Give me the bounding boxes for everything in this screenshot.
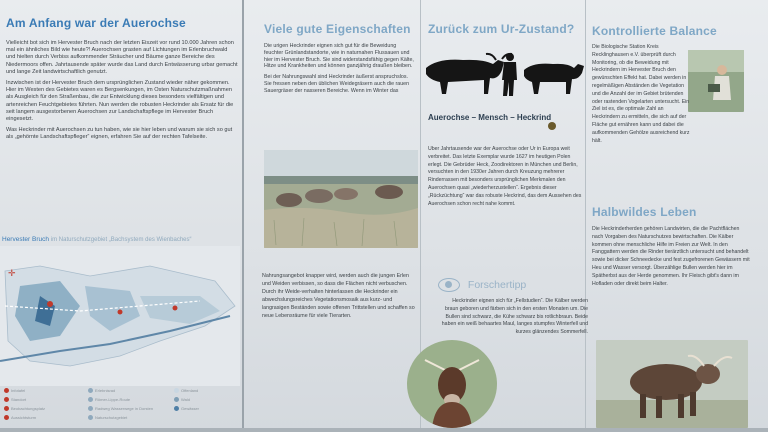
legend-swatch bbox=[4, 388, 9, 393]
column-eigenschaften bbox=[264, 22, 416, 146]
column-urzustand-head bbox=[428, 22, 584, 42]
heading-eigenschaften: Viele gute Eigenschaften bbox=[264, 22, 411, 36]
legend-label: Infotafel bbox=[11, 388, 26, 393]
forschertipp-text-block bbox=[438, 298, 588, 428]
heading-am-anfang: Am Anfang war der Auerochse bbox=[6, 16, 186, 30]
legend-label: Offenland bbox=[181, 388, 199, 393]
legend-item bbox=[4, 406, 45, 411]
column-balance-head bbox=[592, 24, 764, 44]
legend-swatch bbox=[4, 415, 9, 420]
svg-text:✛: ✛ bbox=[8, 268, 16, 278]
silhouette-graphic bbox=[418, 50, 588, 98]
human-silhouette bbox=[502, 53, 517, 96]
col4-paragraph: Die Biologische Station Kreis Recklinghausen e.V. überprüft durch Monitoring, ob die Beweidung mit Heckrindern im Hervester Bruch den gewünschten Effekt hat. Dabei werden in regelmäßigen Abständen die Vegetation und die Anzahl der im Gebiet brütenden oder rastenden Vogelarten untersucht. Ein Ziel ist es, die optimale Zahl an Heckrindern zu ermitteln, die sich auf der Fläche gut ernähren kann und dabei die aufkommenden Gehölze ausreichend kurz hält. bbox=[592, 44, 690, 144]
col3-paragraph: Über Jahrtausende war der Auerochse oder Ur in Europa weit verbreitet. Das letzte Exemplar wurde 1627 im heutigen Polen erlegt. Die Gebrüder Heck, Zoodirektoren in München und Berlin, versuchten in den 1930er Jahren durch Kreuzung mehrerer Rinderrassen mit besonders ursprünglichen Merkmalen den Auerochsen quasi „wiederherzustellen“. Ergebnis dieser „Rückzüchtung“ war das robuste Heckrind, das dem Aussehen des Auerochsen schon recht nahe kommt. bbox=[428, 146, 582, 207]
heckrind-silhouette bbox=[524, 64, 584, 94]
legend-swatch bbox=[88, 397, 93, 402]
col3-text bbox=[428, 146, 584, 256]
legend-item bbox=[88, 397, 130, 402]
col2-text-bottom: Nahrungsangebot knapper wird, werden auch die jungen Erlen und Weiden verbissen, so dass die Flächen nicht verbuschen. Durch ihr Weide-verhalten hinterlassen die Heckrinder ein abwechslungsreiches Vegetationsmosaik aus kurz- und langrasigen Beständen sowie offenen Trittstellen und schaffen so neue Lebensräume für viele Tierarten. bbox=[262, 273, 415, 319]
forschertipp-text: Heckrinder eignen sich für „Fellstudien“. Die Kälber werden braun geboren und färben sich in den ersten Monaten um. Die Bullen sind schwarz, die Kühe schwarz bis rotlichbraun. Beide haben ein weiß behaartes Maul, langes stumpfes Winterfell und kurzes glänzendes Sommerfell. bbox=[441, 298, 588, 336]
column-halbwild-head bbox=[592, 205, 764, 225]
col2-text bbox=[264, 43, 416, 95]
legend-label: Standort bbox=[11, 397, 27, 402]
col1-text bbox=[6, 40, 238, 142]
col1-paragraph: Was Heckrinder mit Auerochsen zu tun haben, wie sie hier leben und warum sie sich so gut als „gehörnte Landschaftspfleger“ eignen, erfahren Sie auf der rechten Tafelseite. bbox=[6, 127, 233, 141]
col4-text-2 bbox=[592, 226, 752, 338]
legend-item bbox=[174, 397, 190, 402]
legend-swatch bbox=[88, 406, 93, 411]
legend-swatch bbox=[4, 397, 9, 402]
map-section bbox=[0, 236, 240, 428]
legend-item bbox=[4, 397, 26, 402]
legend-swatch bbox=[88, 415, 93, 420]
col2-bottom-text-block bbox=[262, 272, 417, 362]
eye-icon bbox=[438, 278, 460, 292]
col1-paragraph: Vielleicht bot sich im Hervester Bruch nach der letzten Eiszeit vor rund 10.000 Jahren schon mal ein ähnliches Bild wie heute?! Auerochsen grasten auf Lichtungen im Erlenbruchwald und hielten durch Verbiss aufkommender Sträucher und Bäume ganze Bereiche des Niedermoors offen. Jahrtausende später wurde das Land durch Entwässerung urbar gemacht und lange Zeit landwirtschaftlich genutzt. bbox=[6, 40, 238, 75]
legend-item bbox=[174, 388, 198, 393]
forschertipp-title: Forschertipp bbox=[467, 278, 527, 291]
col4-text bbox=[592, 44, 762, 184]
map-title bbox=[2, 236, 240, 243]
legend-swatch bbox=[174, 397, 179, 402]
map-legend bbox=[2, 388, 238, 424]
legend-label: Aussichtsturm bbox=[11, 415, 37, 420]
auerochse-silhouette bbox=[426, 54, 512, 94]
legend-label: Gewässer bbox=[181, 406, 200, 411]
map-graphic bbox=[0, 246, 240, 386]
silhouette-caption: Auerochse – Mensch – Heckrind bbox=[428, 113, 552, 122]
col4-paragraph-2: Die Heckrinderherden gehören Landwirten, die die Pachtflächen nach Vorgaben des Naturschutzes bewirtschaften. Die Kälber kommen ohne menschliche Hilfe im Freien zur Welt. In den Fanggattern werden die Rinder tierärztlich untersucht und behandelt sowie bei dicker Schneedecke und fest zugefrorenen Gewässern mit Heu und Wasser versorgt. Überzählige Bullen werden hier im Spätherbst aus der Herde genommen. Ihr Fleisch gibt's dann im Hofladen oder direkt beim Halter. bbox=[592, 226, 750, 287]
legend-label: Römer-Lippe-Route bbox=[95, 397, 131, 402]
column-divider bbox=[242, 0, 244, 432]
heading-urzustand: Zurück zum Ur-Zustand? bbox=[428, 22, 575, 36]
legend-label: Naturschutzgebiet bbox=[95, 415, 128, 420]
legend-item bbox=[88, 406, 153, 411]
column-auerochse bbox=[6, 16, 238, 236]
legend-swatch bbox=[4, 406, 9, 411]
legend-label: Erlebnisrad bbox=[95, 388, 116, 393]
legend-swatch bbox=[174, 388, 179, 393]
heckrind-standing-photo bbox=[596, 340, 748, 428]
legend-item bbox=[4, 388, 25, 393]
legend-swatch bbox=[88, 388, 93, 393]
legend-item bbox=[174, 406, 199, 411]
legend-label: Wald bbox=[181, 397, 190, 402]
forschertipp-heading bbox=[438, 278, 526, 292]
legend-label: Beobachtungsplatz bbox=[11, 406, 46, 411]
insect-on-board bbox=[548, 122, 556, 130]
legend-item bbox=[4, 415, 36, 420]
heading-balance: Kontrollierte Balance bbox=[592, 24, 717, 38]
legend-item bbox=[88, 388, 115, 393]
heading-halbwild: Halbwildes Leben bbox=[592, 205, 697, 219]
legend-item bbox=[88, 415, 127, 420]
col2-paragraph: Die urigen Heckrinder eignen sich gut für die Beweidung feuchter Grünlandstandorte, wie in naturnahen Flussauen und hier im Hervester Bruch. Sie sind widerstandsfähig gegen Kälte, Hitze und Krankheiten und können ganzjährig draußen bleiben. bbox=[264, 43, 414, 70]
legend-swatch bbox=[174, 406, 179, 411]
cattle-herd-photo bbox=[264, 150, 418, 248]
map-title-sub: im Naturschutzgebiet „Bachsystem des Wienbaches“ bbox=[50, 237, 192, 243]
legend-label: Radweg Wasserwege in Dorsten bbox=[95, 406, 154, 411]
col1-paragraph: Inzwischen ist der Hervester Bruch dem ursprünglichen Zustand wieder näher gekommen. Hier im Westen des Gebietes waren es Bergsenkungen, im Osten Naturschutzmaßnahmen als Ausgleich für den Straßenbau, die zur Entwicklung dieses besonders vielfältigen und artenreichen Feuchtgebietes führten. Nun werden die robusten Heckrinder als Ersatz für die seit langem ausgestorbenen Auerochsen zur Landschaftspflege im Hervester Bruch eingesetzt. bbox=[6, 80, 234, 123]
map-title-main: Hervester Bruch bbox=[2, 236, 49, 243]
col2-paragraph: Bei der Nahrungswahl sind Heckrinder äußerst anspruchslos. Sie fressen neben den üblichen Weidegräsern auch die rauen Sauergräser der nasseren Bereiche. Wenn im Winter das bbox=[264, 74, 410, 94]
board-bottom-edge bbox=[0, 428, 768, 432]
